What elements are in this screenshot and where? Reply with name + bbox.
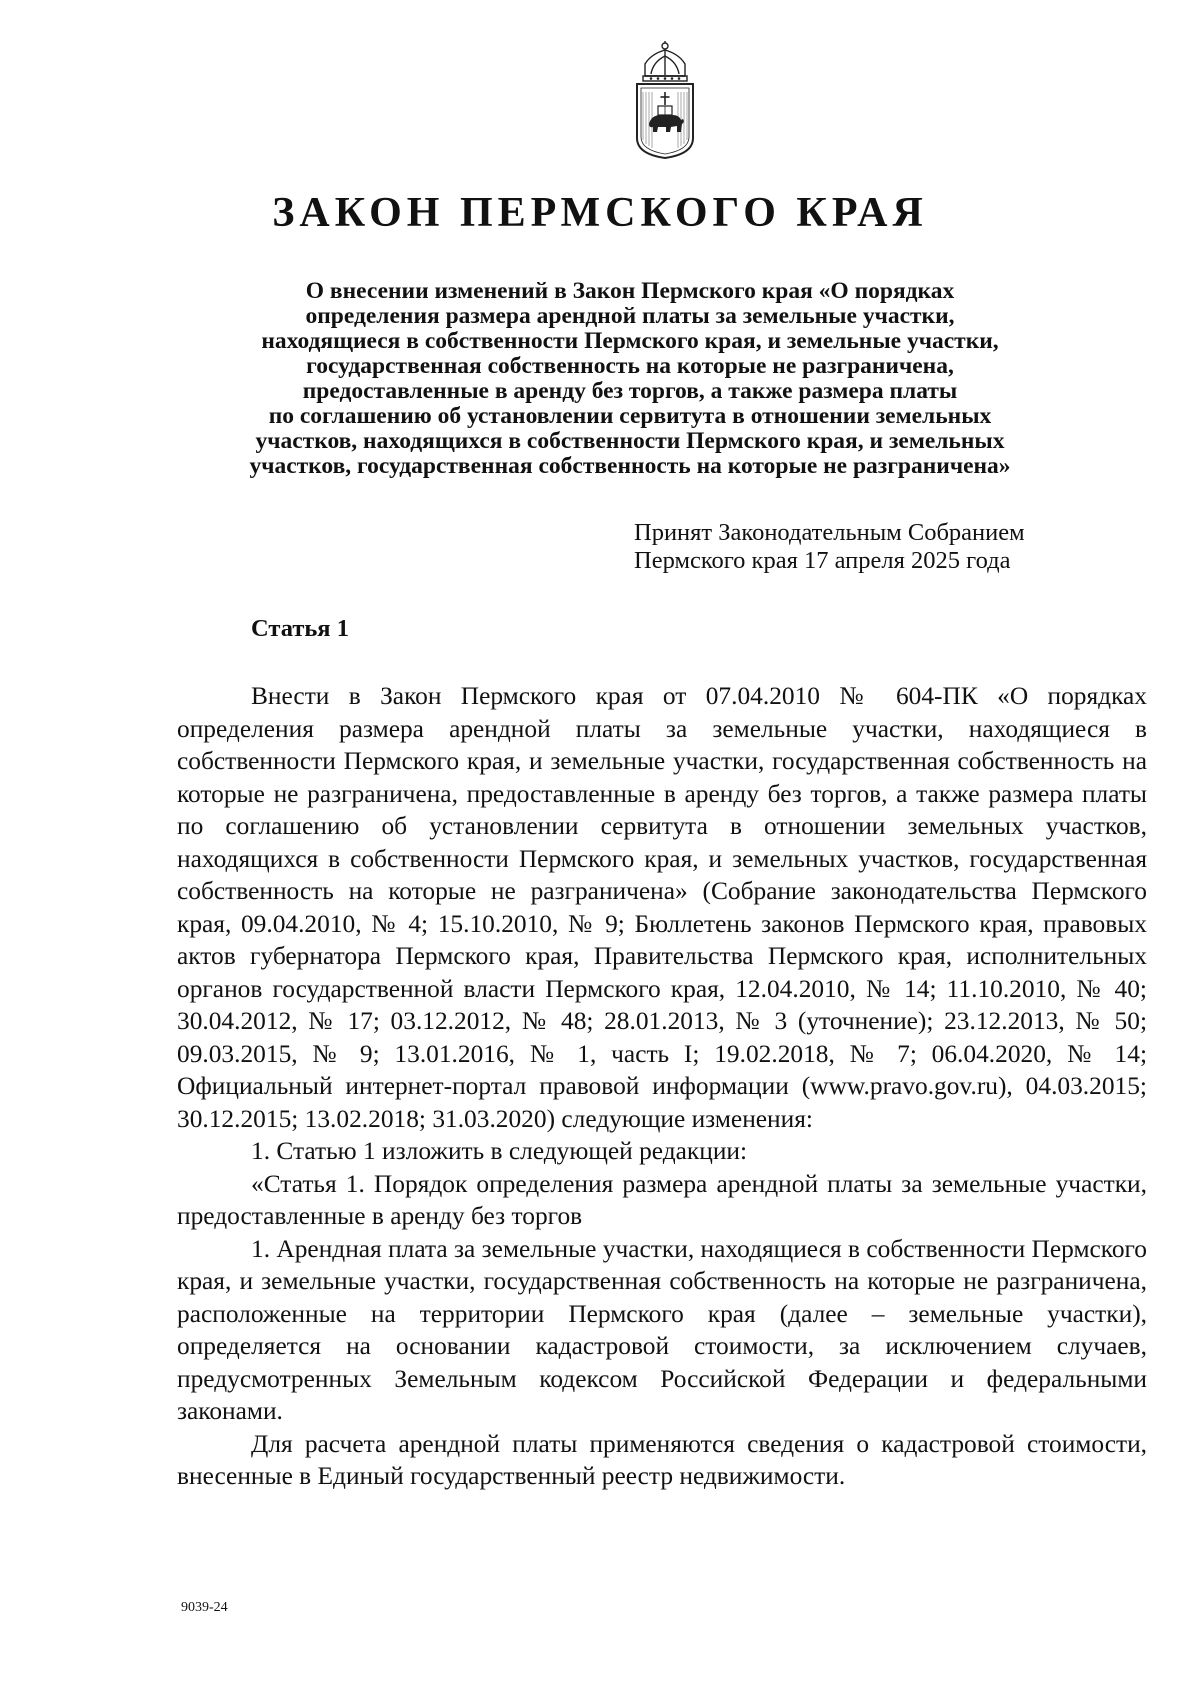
- body-paragraph: Для расчета арендной платы применяются сведения о кадастровой стоимости, внесенные в Единый государственный реестр недвижимости.: [177, 1429, 1147, 1490]
- perm-krai-coat-of-arms-icon: [631, 40, 699, 160]
- document-code: 9039-24: [181, 1600, 228, 1615]
- subtitle-line: по соглашению об установлении сервитута в отношении земельных: [268, 403, 992, 429]
- law-heading: ЗАКОН ПЕРМСКОГО КРАЯ: [272, 190, 928, 236]
- subtitle-line: государственная собственность на которые не разграничена,: [306, 353, 954, 379]
- law-subtitle: [190, 279, 1070, 479]
- body-paragraph: «Статья 1. Порядок определения размера арендной платы за земельные участки, предоставленные в аренду без торгов: [177, 1169, 1147, 1230]
- article-body: [177, 680, 1147, 1493]
- subtitle-line: находящиеся в собственности Пермского края, и земельные участки,: [261, 328, 999, 354]
- adoption-line: Пермского края 17 апреля 2025 года: [634, 547, 1011, 574]
- subtitle-line: участков, государственная собственность на которые не разграничена»: [249, 453, 1011, 479]
- adoption-note: [634, 519, 1134, 575]
- subtitle-line: определения размера арендной платы за земельные участки,: [305, 303, 955, 329]
- subtitle-line: О внесении изменений в Закон Пермского края «О порядках: [305, 278, 955, 304]
- article-heading: Статья 1: [251, 615, 349, 642]
- body-paragraph: 1. Статью 1 изложить в следующей редакции:: [251, 1137, 748, 1165]
- adoption-line: Принят Законодательным Собранием: [634, 519, 1025, 546]
- body-paragraph: Внести в Закон Пермского края от 07.04.2010 № 604-ПК «О порядках определения размера арендной платы за земельные участки, находящиеся в собственности Пермского края, и земельные участки, государственная собственность на которые не разграничена, предоставленные в аренду без торгов, а также размера платы по соглашению об установлении сервитута в отношении земельных участков, находящихся в собственности Пермского края, и земельных участков, государственная собственность на которые не разграничена» (Собрание законодательства Пермского края, 09.04.2010, № 4; 15.10.2010, № 9; Бюллетень законов Пермского края, правовых актов губернатора Пермского края, Правительства Пермского края, исполнительных органов государственной власти Пермского края, 12.04.2010, № 14; 11.10.2010, № 40; 30.04.2012, № 17; 03.12.2012, № 48; 28.01.2013, № 3 (уточнение); 23.12.2013, № 50; 09.03.2015, № 9; 13.01.2016, № 1, часть I; 19.02.2018, № 7; 06.04.2020, № 14; Официальный интернет-портал правовой информации (www.pravo.gov.ru), 04.03.2015; 30.12.2015; 13.02.2018; 31.03.2020) следующие изменения:: [177, 682, 1147, 1133]
- body-paragraph: 1. Арендная плата за земельные участки, находящиеся в собственности Пермского края, и земельные участки, государственная собственность на которые не разграничена, расположенные на территории Пермского края (далее – земельные участки), определяется на основании кадастровой стоимости, за исключением случаев, предусмотренных Земельным кодексом Российской Федерации и федеральными законами.: [177, 1234, 1147, 1425]
- subtitle-line: предоставленные в аренду без торгов, а также размера платы: [302, 378, 958, 404]
- subtitle-line: участков, находящихся в собственности Пермского края, и земельных: [255, 428, 1005, 454]
